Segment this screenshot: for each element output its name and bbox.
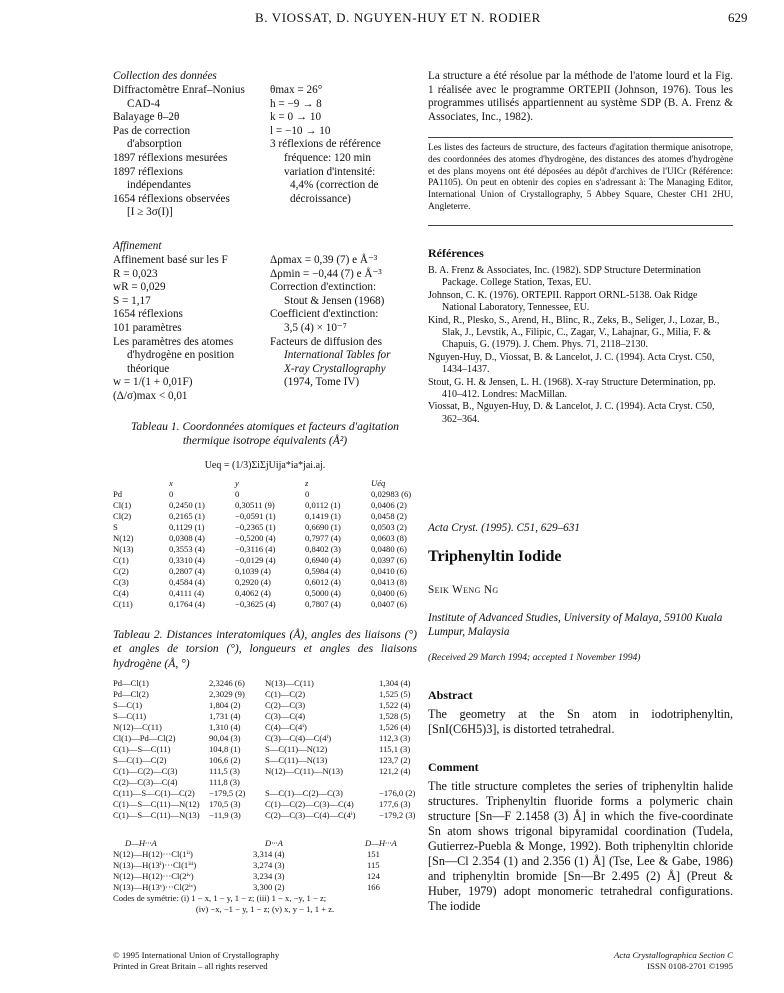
table2-cell: 90,04 (3) [209,733,241,743]
table2-cell [379,777,419,788]
table2-cell: 1,804 (2) [209,700,241,710]
collection-line: 1897 réflexions mesurées [113,151,228,164]
table1 [113,478,415,610]
footer-left [113,950,279,972]
table2 [113,678,419,821]
table1-row [113,500,415,511]
affinement-line: Coefficient d'extinction: [270,308,379,321]
table1-cell: C(3) [113,577,129,587]
symmetry-codes: Codes de symétrie: (i) 1 − x, 1 − y, 1 − z; (iii) 1 − x, −y, 1 − z; [113,893,327,903]
table2-cell: 104,8 (1) [209,744,241,754]
table1-cell: 0,7807 (4) [305,599,341,609]
table2-cell: 1,304 (4) [379,678,411,688]
hb-row [113,860,417,871]
table2-row [113,777,419,788]
received-dates: (Received 29 March 1994; accepted 1 November 1994) [428,652,641,663]
affinement-line: 101 paramètres [113,321,182,334]
table2-cell: C(2)—C(3)—C(4) [113,777,178,787]
table2-cell: C(1)—S—C(11)—N(13) [113,810,200,820]
table1-cell: 0,0480 (6) [371,544,407,554]
table2-cell: C(3)—C(4)—C(4ⁱ) [265,733,332,743]
table1-cell: 0,2920 (4) [235,577,271,587]
table1-cell: −0,0129 (4) [235,555,276,565]
table1-row [113,577,415,588]
collection-line: 4,4% (correction de [290,179,379,192]
affinement-line: Stout & Jensen (1968) [284,294,385,307]
table2-cell: C(1)—C(2) [265,689,306,699]
table1-cell: 0,1764 (4) [169,599,205,609]
table2-cell: 111,5 (3) [209,766,240,776]
table2-cell: 121,2 (4) [379,766,411,776]
collection-line: Pas de correction [113,124,191,137]
table2-cell: 123,7 (2) [379,755,411,765]
table2-cell: Pd—Cl(2) [113,689,149,699]
table2-cell: 177,6 (3) [379,799,411,809]
deposit-note: Les listes des facteurs de structure, des facteurs d'agitation thermique anisotrope, des coordonnées des atomes d'hydrogène, des distances des atomes d'hydrogène et des plans moyens ont été déposées au dépôt d'archives de l'UICr (Référence: PA1105). On peut en obtenir des copies en s'adressant à: The Managing Editor, International Union of Crystallography, 5 Abbey Square, Chester CH1 2HU, Angleterre. [428,143,733,212]
table1-cell: 0,0308 (4) [169,533,205,543]
table1-cell: −0,3625 (4) [235,599,276,609]
copyright-line: © 1995 International Union of Crystallography [113,950,280,960]
affinement-line: R = 0,023 [113,267,158,280]
hb-cell: N(13)—H(13ⁱ)···Cl(1ⁱⁱⁱ) [113,860,197,870]
hb-header: D—H···A [125,838,157,848]
hb-cell: 166 [367,882,380,892]
table2-cell: 115,1 (3) [379,744,411,754]
table2-cell: −179,5 (2) [209,788,246,798]
table1-cell: 0,3310 (4) [169,555,205,565]
table2-cell: C(2)—C(3) [265,700,306,710]
hb-table [113,838,417,915]
affinement-line: d'hydrogène en position [127,349,235,362]
issn: ISSN 0108-2701 ©1995 [647,961,733,971]
table1-header: x [169,478,173,488]
table2-cell: C(11)—S—C(1)—C(2) [113,788,195,798]
table2-row [113,700,419,711]
table2-row [113,755,419,766]
affinement-line: 3,5 (4) × 10⁻⁷ [284,321,347,334]
table1-cell: 0,0407 (6) [371,599,407,609]
table2-row [113,733,419,744]
collection-line: [I ≥ 3σ(I)] [127,206,173,219]
table1-cell: 0,4584 (4) [169,577,205,587]
hb-header-row [113,838,417,849]
affinement-line: w = 1/(1 + 0,01F) [113,376,193,389]
table1-cell: C(1) [113,555,129,565]
table1-row [113,599,415,610]
collection-line: indépendantes [127,179,191,192]
table2-row [113,744,419,755]
table2-cell: C(4)—C(4ⁱ) [265,722,307,732]
collection-line: 3 réflexions de référence [270,138,381,151]
reference-item: Stout, G. H. & Jensen, L. H. (1968). X-ray Structure Determination, pp. 410–412. Londres: MacMillan. [428,376,716,401]
copyright-line: Printed in Great Britain – all rights reserved [113,961,268,971]
table2-cell: S—C(11)—N(13) [265,755,328,765]
table1-cell: 0,0406 (2) [371,500,407,510]
table1-cell: 0,2807 (4) [169,566,205,576]
comment-text: The title structure completes the series of triphenyltin halide structures. Triphenyltin fluoride forms a polymeric chain structure [Sn—F 2.1458 (3) Å] in which the five-coordinate Sn atom shows trigonal bipyramidal coordination (Tudela, Gutierrez-Puebla & Monge, 1992). Both triphenyltin chloride [Sn—Cl 2.354 (1) and 2.356 (1) Å] (Tse, Lee & Gabe, 1986) and triphenyltin bromide [Sn—Br 2.495 (2) Å] (Preut & Huber, 1979) adopt monomeric tetrahedral configurations. The iodide [428,779,733,913]
table1-cell: −0,2365 (1) [235,522,276,532]
collection-line: décroissance) [290,192,351,205]
collection-line: variation d'intensité: [284,165,376,178]
reference-item: Nguyen-Huy, D., Viossat, B. & Lancelot, J. C. (1994). Acta Cryst. C50, 1434–1437. [428,351,715,376]
table1-cell: 0,1039 (4) [235,566,271,576]
collection-line: d'absorption [127,138,182,151]
table2-cell: 1,731 (4) [209,711,241,721]
affinement-line: Correction d'extinction: [270,281,377,294]
journal-reference: Acta Cryst. (1995). C51, 629–631 [428,522,580,534]
collection-line: 1897 réflexions [113,165,183,178]
table1-cell: 0,0458 (2) [371,511,407,521]
table2-cell: −179,2 (3) [379,810,416,820]
hb-cell: N(12)—H(12)···Cl(2ⁱᵛ) [113,871,194,881]
table1-header-row [113,478,415,489]
table1-header: z [305,478,309,488]
table1-cell: 0,4111 (4) [169,588,205,598]
table1-cell: 0,2450 (1) [169,500,205,510]
table2-cell: S—C(11)—N(12) [265,744,328,754]
table2-cell: N(13)—C(11) [265,678,314,688]
affinement-line: (Δ/σ)max < 0,01 [113,389,188,402]
collection-line: fréquence: 120 min [284,151,371,164]
affinement-line: S = 1,17 [113,294,151,307]
table1-cell: 0,02983 (6) [371,489,412,499]
table2-cell: −176,0 (2) [379,788,416,798]
collection-line: CAD-4 [127,97,160,110]
hb-row [113,849,417,860]
table1-row [113,544,415,555]
references-list [428,265,733,426]
affinement-line: Δρmin = −0,44 (7) e Å⁻³ [270,267,382,280]
affinement-right [270,254,415,390]
table1-row [113,566,415,577]
table2-cell: C(1)—S—C(11) [113,744,171,754]
table2-cell: C(1)—C(2)—C(3)—C(4) [265,799,354,809]
table2-row [113,678,419,689]
reference-item: B. A. Frenz & Associates, Inc. (1982). SDP Structure Determination Package. College Station, Texas, EU. [428,265,701,289]
table1-cell: C(4) [113,588,129,598]
table2-row [113,810,419,821]
affinement-line: X-ray Crystallography [284,362,386,375]
hb-cell: N(13)—H(13ᵛ)···Cl(2ⁱᵛ) [113,882,197,892]
table2-cell: −11,9 (3) [209,810,241,820]
table2-row [113,799,419,810]
table1-cell: 0,6690 (1) [305,522,341,532]
page-number: 629 [728,10,748,25]
table2-cell: 112,3 (3) [379,733,411,743]
table1-row [113,555,415,566]
table1-cell: 0,8402 (3) [305,544,341,554]
reference-item: Kind, R., Plesko, S., Arend, H., Blinc, R., Zeks, B., Seliger, J., Lozar, B., Slak, J., Levstik, A., Filipic, C., Zagar, V., Lahajnar, G., Milia, F. & Chapuis, G. (1979). J. Chem. Phys. 71, 2118–2130. [428,314,720,351]
table1-cell: Cl(1) [113,500,132,510]
table2-cell: C(1)—C(2)—C(3) [113,766,178,776]
table2-caption: Tableau 2. Distances interatomiques (Å), angles des liaisons (°) et angles de torsion (°), longueurs et angles des liaisons hydrogène (Å, °) [113,628,417,670]
table1-caption: Tableau 1. Coordonnées atomiques et facteurs d'agitation thermique isotrope équivalents (Å²) [131,420,399,447]
affinement-line: Affinement basé sur les F [113,254,228,266]
table2-cell: 1,310 (4) [209,722,241,732]
table1-cell: C(2) [113,566,129,576]
table1-cell: 0,3553 (4) [169,544,205,554]
hb-cell: 151 [367,849,380,859]
table1-row [113,533,415,544]
table2-cell: 111,8 (3) [209,777,240,787]
collection-title: Collection des données [113,70,217,82]
table1-cell: −0,3116 (4) [235,544,276,554]
article-title: Triphenyltin Iodide [428,548,562,565]
table2-cell: S—C(1) [113,700,143,710]
symmetry-codes: (iv) −x, −1 − y, 1 − z; (v) x, y − 1, 1 + z. [195,904,335,914]
affinement-line: (1974, Tome IV) [284,376,360,389]
table2-cell: 1,526 (4) [379,722,411,732]
table1-row [113,489,415,500]
collection-line: Balayage θ–2θ [113,111,180,124]
comment-heading: Comment [428,760,479,774]
table1-cell: 0 [305,489,310,499]
table1-cell: 0,0400 (6) [371,588,407,598]
table1-cell: 0 [169,489,174,499]
collection-right [270,84,410,206]
running-header [0,10,784,30]
table1-cell: 0,0397 (6) [371,555,407,565]
table1-cell: −0,0591 (1) [235,511,276,521]
table2-cell: 106,6 (2) [209,755,241,765]
running-header-authors: B. VIOSSAT, D. NGUYEN-HUY ET N. RODIER [255,10,541,25]
table1-cell: 0,2165 (1) [169,511,205,521]
hb-cell: 124 [367,871,380,881]
table2-row [113,722,419,733]
table1-cell: 0 [235,489,240,499]
table2-cell: S—C(1)—C(2) [113,755,167,765]
divider [428,137,733,138]
hb-header: D—H···A [365,838,397,848]
table1-cell: 0,5000 (4) [305,588,341,598]
affinement-line: International Tables for [284,349,391,362]
collection-line: θmax = 26° [270,84,323,96]
table2-cell: C(2)—C(3)—C(4)—C(4ⁱ) [265,810,356,820]
table2-cell: 170,5 (3) [209,799,241,809]
table1-header [113,478,169,489]
divider [428,225,733,226]
table2-cell: 2,3246 (6) [209,678,245,688]
hb-cell: 3,300 (2) [253,882,285,892]
table1-cell: 0,0503 (2) [371,522,407,532]
table2-cell: Cl(1)—Pd—Cl(2) [113,733,176,743]
table1-cell: 0,6012 (4) [305,577,341,587]
collection-line: h = −9 → 8 [270,97,322,110]
table2-cell: S—C(1)—C(2)—C(3) [265,788,343,798]
table2-cell: 1,528 (5) [379,711,411,721]
table1-cell: 0,7977 (4) [305,533,341,543]
hb-row [113,871,417,882]
table1-cell: 0,6940 (4) [305,555,341,565]
collection-line: l = −10 → 10 [270,124,331,137]
table2-cell: C(3)—C(4) [265,711,306,721]
table1-cell: S [113,522,118,532]
table1-formula: Ueq = (1/3)ΣiΣjUija*ia*jai.aj. [204,460,326,471]
table1-cell: Pd [113,489,123,499]
collection-line: 1654 réflexions observées [113,192,230,205]
table1-row [113,522,415,533]
table1-cell: N(13) [113,544,134,554]
hb-cell: 3,314 (4) [253,849,285,859]
hb-cell: 3,274 (3) [253,860,285,870]
affinement-line: 1654 réflexions [113,308,183,321]
table2-cell: S—C(11) [113,711,147,721]
affinement-line: Facteurs de diffusion des [270,335,382,348]
collection-line: Diffractomètre Enraf–Nonius [113,84,245,96]
intro-paragraph: La structure a été résolue par la méthode de l'atome lourd et la Fig. 1 réalisée avec le programme ORTEPII (Johnson, 1976). Tous les programmes utilisés appartiennent au système SDP (B. A. Frenz & Associates, Inc., 1982). [428,70,733,123]
table1-cell: 0,5984 (4) [305,566,341,576]
abstract-heading: Abstract [428,688,473,702]
table1-cell: 0,0413 (8) [371,577,407,587]
reference-item: Johnson, C. K. (1976). ORTEPII. Rapport ORNL-5138. Oak Ridge National Laboratory, Tennessee, EU. [428,289,698,314]
affinement-line: théorique [127,362,170,375]
references-heading: Références [428,246,484,260]
table1-cell: 0,4062 (4) [235,588,271,598]
table1-cell: 0,1129 (1) [169,522,205,532]
table2-cell: N(12)—C(11) [113,722,162,732]
table1-cell: C(11) [113,599,133,609]
affinement-line: Δρmax = 0,39 (7) e Å⁻³ [270,254,378,266]
author-name: Seik Weng Ng [428,584,499,596]
hb-cell: 3,234 (3) [253,871,285,881]
collection-left [113,84,263,220]
table2-row [113,788,419,799]
abstract-text: The geometry at the Sn atom in iodotriphenyltin, [SnI(C6H5)3], is distorted tetrahedral. [428,707,733,736]
table2-cell: 1,525 (5) [379,689,411,699]
table2-cell: Pd—Cl(1) [113,678,149,688]
affinement-left [113,254,263,404]
table1-row [113,511,415,522]
affiliation: Institute of Advanced Studies, University of Malaya, 59100 Kuala Lumpur, Malaysia [428,612,723,638]
table1-cell: 0,0112 (1) [305,500,341,510]
hb-cell: N(12)—H(12)···Cl(1ⁱⁱ) [113,849,193,859]
table2-cell [265,777,379,788]
table1-cell: 0,0410 (6) [371,566,407,576]
journal-name: Acta Crystallographica Section C [614,950,733,960]
table2-row [113,689,419,700]
table1-header: Uéq [371,478,386,488]
table2-cell: C(1)—S—C(11)—N(12) [113,799,200,809]
table2-row [113,711,419,722]
table2-cell: N(12)—C(11)—N(13) [265,766,343,776]
table1-cell: 0,30511 (9) [235,500,275,510]
table1-cell: Cl(2) [113,511,132,521]
hb-row [113,882,417,893]
table2-cell: 2,3029 (9) [209,689,245,699]
hb-cell: 115 [367,860,380,870]
table2-row [113,766,419,777]
footer-right [560,950,733,972]
affinement-line: Les paramètres des atomes [113,335,234,348]
affinement-title: Affinement [113,240,162,252]
collection-line: k = 0 → 10 [270,111,322,124]
table2-cell: 1,522 (4) [379,700,411,710]
table1-header: y [235,478,239,488]
reference-item: Viossat, B., Nguyen-Huy, D. & Lancelot, J. C. (1994). Acta Cryst. C50, 362–364. [428,401,715,425]
hb-header: D···A [265,838,283,848]
table1-cell: 0,0603 (8) [371,533,407,543]
affinement-line: wR = 0,029 [113,281,166,294]
table1-cell: −0,5200 (4) [235,533,276,543]
table1-cell: 0,1419 (1) [305,511,341,521]
table1-row [113,588,415,599]
table1-cell: N(12) [113,533,134,543]
